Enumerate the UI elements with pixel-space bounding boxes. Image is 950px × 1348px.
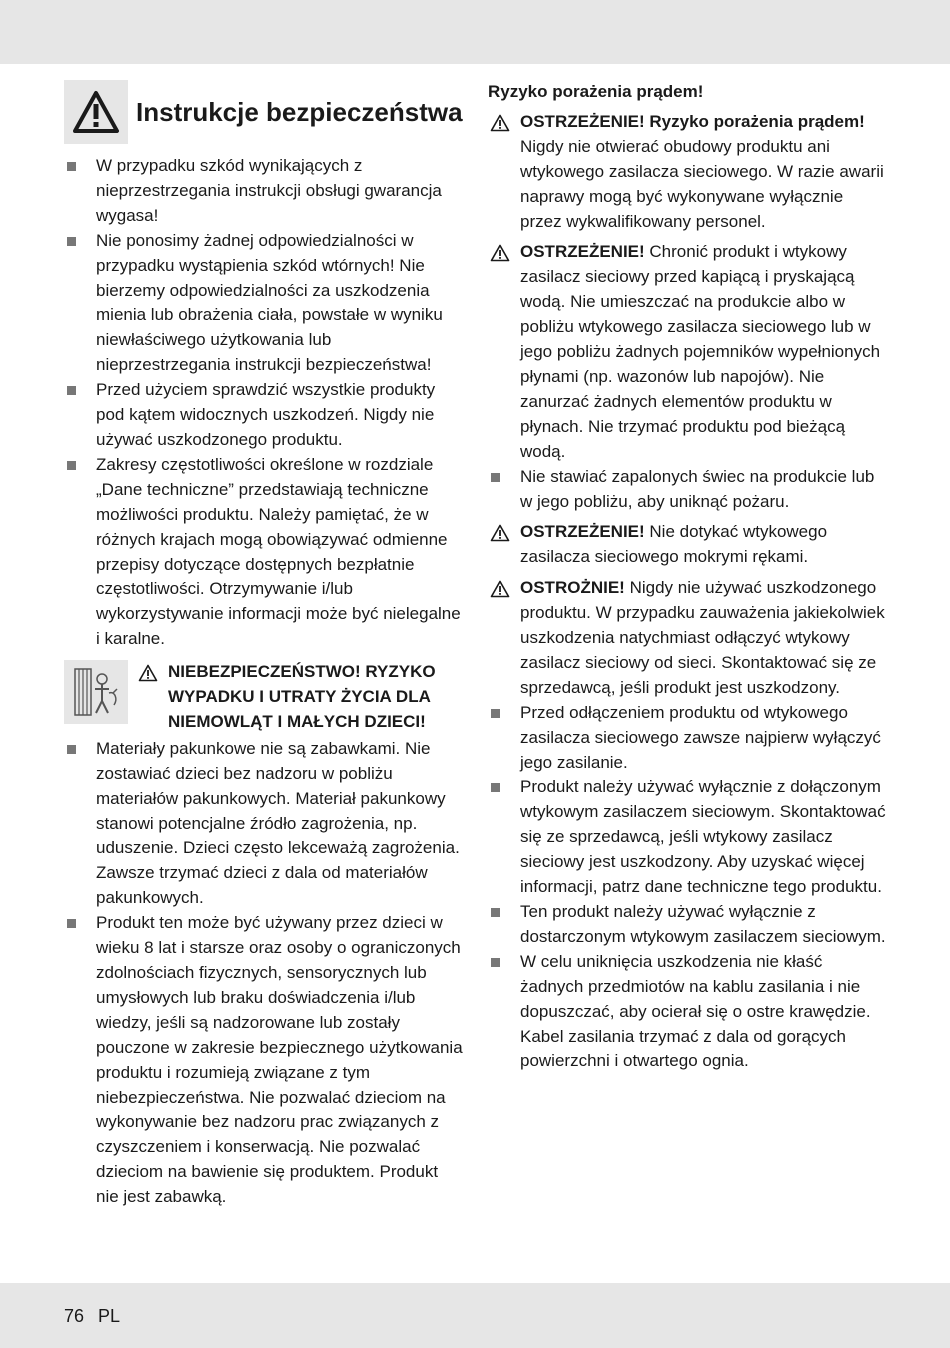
list-item (488, 701, 888, 776)
list-item-text: Nie ponosimy żadnej odpowiedzialności w przypadku wystąpienia szkód wtórnych! Nie bierzemy odpowiedzialności za uszkodzenia mienia lub obrażenia ciała, powstałe w wyniku niewłaściwego użytkowania lub nieprzestrzegania instrukcji bezpieczeństwa! (96, 230, 443, 375)
section-heading (64, 80, 464, 144)
bullet-list-general (64, 154, 464, 652)
child-warning-block (64, 660, 464, 735)
list-item-text: Ten produkt należy używać wyłącznie z dostarczonym wtykowym zasilaczem sieciowym. (520, 902, 886, 946)
warning-text: Chronić produkt i wtykowy zasilacz sieciowy przed kapiącą i pryskającą wodą. Nie umieszczać na produkcie albo w pobliżu wtykowego zasilacza sieciowego lub w jego pobliżu żadnych pojemników wypełnionych płynami (np. wazonów lub napojów). Nie zanurzać żadnych elementów produktu w płynach. Nie trzymać produktu pod bieżącą wodą. (520, 242, 881, 461)
list-item (488, 950, 888, 1075)
bullet-list-children (64, 737, 464, 1210)
warning-triangle-icon (64, 80, 128, 144)
bullet-square-icon (491, 958, 500, 967)
page-number: 76 (64, 1306, 85, 1326)
list-item (488, 900, 888, 950)
warning-water (488, 240, 888, 464)
bullet-square-icon (67, 919, 76, 928)
bullet-square-icon (67, 237, 76, 246)
header-band (0, 0, 950, 64)
list-item-text: W celu uniknięcia uszkodzenia nie kłaść żadnych przedmiotów na kablu zasilania i nie dopuszczać, aby ocierał się o ostre krawędzie. Kabel zasilania trzymać z dala od gorących powierzchni i otwartego ognia. (520, 951, 871, 1071)
warning-label: OSTRZEŻENIE! Ryzyko porażenia prądem! (520, 111, 865, 131)
bullet-square-icon (491, 709, 500, 718)
list-item (64, 737, 464, 911)
child-warning-label: NIEBEZPIECZEŃSTWO! RYZYKO WYPADKU I UTRATY ŻYCIA DLA NIEMOWLĄT I MAŁYCH DZIECI! (168, 662, 436, 731)
left-column (64, 80, 464, 1210)
bullet-square-icon (67, 461, 76, 470)
caution-damaged-product (488, 576, 888, 701)
list-item-text: W przypadku szkód wynikających z nieprzestrzegania instrukcji obsługi gwarancja wygasa! (96, 156, 442, 225)
list-item (488, 775, 888, 900)
list-item-text: Materiały pakunkowe nie są zabawkami. Nie zostawiać dzieci bez nadzoru w pobliżu materiałów pakunkowych. Materiał pakunkowy stanowi potencjalne źródło zagrożenia, np. uduszenie. Dzieci często lekceważą zagrożenia. Zawsze trzymać dzieci z dala od materiałów pakunkowych. (96, 738, 460, 908)
child-safety-icon (64, 660, 128, 724)
bullet-square-icon (67, 386, 76, 395)
list-item-text: Produkt należy używać wyłącznie z dołączonym wtykowym zasilaczem sieciowym. Skontaktować się ze sprzedawcą, jeśli wtykowy zasilacz sieciowy jest uszkodzony. Aby uzyskać więcej informacji, patrz dane techniczne tego produktu. (520, 777, 886, 897)
bullet-square-icon (491, 783, 500, 792)
warning-wet-hands (488, 520, 888, 570)
list-item-text: Produkt ten może być używany przez dzieci w wieku 8 lat i starsze oraz osoby o ograniczonych zdolnościach fizycznych, sensorycznych lub umysłowych lub braku doświadczenia i/lub wiedzy, jeśli są nadzorowane lub zostały pouczone w zakresie bezpiecznego użytkowania produktu i rozumieją związane z tym niebezpieczeństwa. Nie pozwalać dzieciom na wykonywanie bez nadzoru prac związanych z czyszczeniem i konserwacją. Nie pozwalać dzieciom na bawienie się produktem. Produkt nie jest zabawką. (96, 913, 463, 1207)
electric-shock-heading: Ryzyko porażenia prądem! (488, 82, 704, 101)
list-item (64, 378, 464, 453)
footer (64, 1306, 134, 1327)
warning-triangle-icon (490, 114, 510, 132)
warning-label: OSTROŻNIE! (520, 578, 625, 598)
list-item (64, 911, 464, 1210)
list-item-text: Przed odłączeniem produktu od wtykowego zasilacza sieciowego zawsze najpierw wyłączyć jego zasilanie. (520, 702, 881, 772)
language-code: PL (98, 1306, 121, 1326)
page-title: Instrukcje bezpieczeństwa (136, 96, 463, 127)
list-item (64, 154, 464, 229)
list-item (64, 229, 464, 378)
list-item-text: Przed użyciem sprawdzić wszystkie produkty pod kątem widocznych uszkodzeń. Nigdy nie używać uszkodzonego produktu. (96, 380, 436, 449)
warning-text: Nigdy nie używać uszkodzonego produktu. W przypadku zauważenia jakiekolwiek uszkodzenia natychmiast odłączyć wtykowy zasilacz sieciowy od sieci. Skontaktować się ze sprzedawcą, jeśli produkt jest uszkodzony. (520, 578, 885, 697)
right-column (488, 80, 888, 1074)
child-warning-text (136, 660, 464, 735)
warning-text: Nigdy nie otwierać obudowy produktu ani wtykowego zasilacza sieciowego. W razie awarii naprawy mogą być wykonywane wyłącznie przez wykwalifikowany personel. (520, 136, 884, 231)
bullet-square-icon (67, 745, 76, 754)
warning-text: Nie dotykać wtykowego zasilacza sieciowego mokrymi rękami. (520, 522, 828, 567)
warning-electric-shock (488, 110, 888, 235)
list-item-text: Zakresy częstotliwości określone w rozdziale „Dane techniczne” przedstawiają techniczne możliwości produktu. Należy pamiętać, że w różnych krajach mogą obowiązywać odmienne przepisy dotyczące dostępnych bezpłatnie częstotliwości. Otrzymywanie i/lub wykorzystywanie informacji może być nielegalne i karalne. (96, 454, 461, 649)
warning-triangle-icon (490, 524, 510, 542)
warning-triangle-icon (138, 664, 158, 682)
bullet-square-icon (491, 473, 500, 482)
warning-triangle-icon (490, 580, 510, 598)
bullet-list-power (488, 701, 888, 1075)
footer-band (0, 1283, 950, 1348)
list-item (488, 465, 888, 515)
warning-triangle-icon (490, 244, 510, 262)
list-item (64, 453, 464, 652)
warning-label: OSTRZEŻENIE! (520, 522, 645, 542)
bullet-square-icon (491, 908, 500, 917)
list-item-text: Nie stawiać zapalonych świec na produkcie lub w jego pobliżu, aby uniknąć pożaru. (520, 466, 875, 511)
warning-label: OSTRZEŻENIE! (520, 242, 645, 262)
bullet-square-icon (67, 162, 76, 171)
